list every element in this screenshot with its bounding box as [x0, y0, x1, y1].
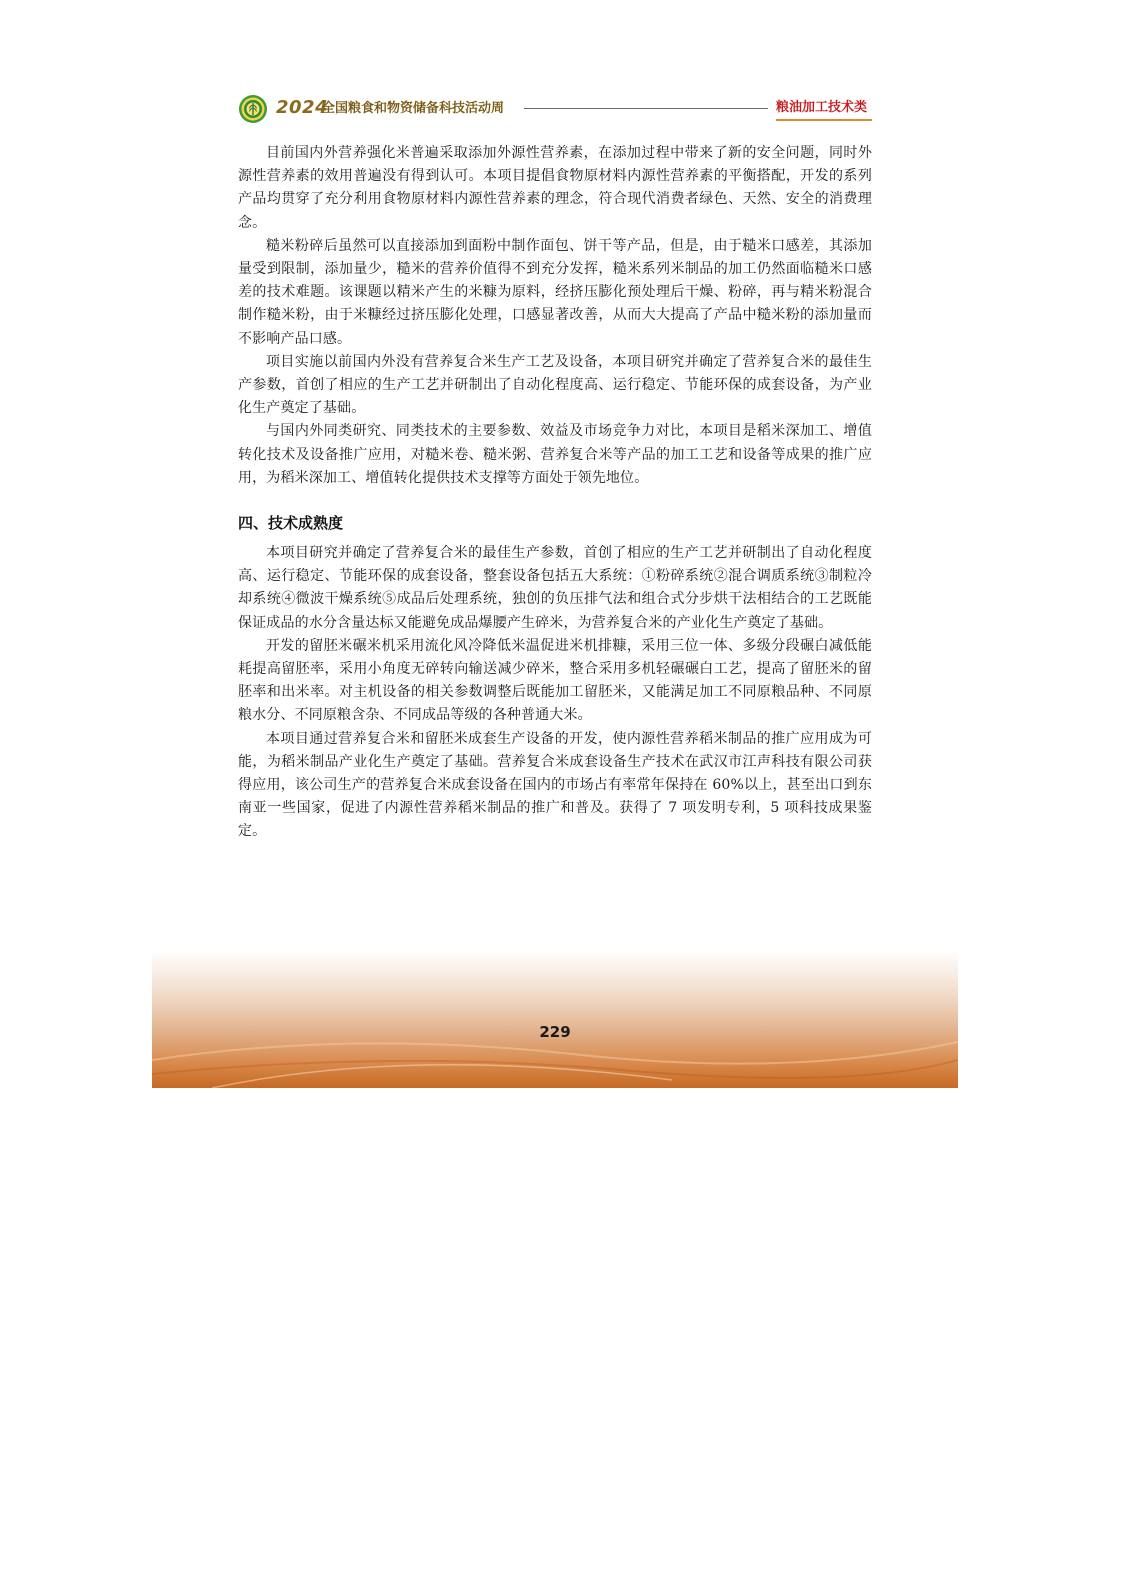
paragraph: 与国内外同类研究、同类技术的主要参数、效益及市场竞争力对比，本项目是稻米深加工、增值转化技术及设备推广应用，对糙米卷、糙米粥、营养复合米等产品的加工工艺和设备等成果的推广应用，为稻米深加工、增值转化提供技术支撑等方面处于领先地位。 — [238, 423, 872, 486]
paragraph: 目前国内外营养强化米普遍采取添加外源性营养素，在添加过程中带来了新的安全问题，同时外源性营养素的效用普遍没有得到认可。本项目提倡食物原材料内源性营养素的平衡搭配，开发的系列产品均贯穿了充分利用食物原材料内源性营养素的理念，符合现代消费者绿色、天然、安全的消费理念。 — [238, 145, 872, 231]
header-divider — [524, 108, 768, 109]
footer-band — [152, 950, 958, 1088]
body-text — [238, 142, 872, 844]
page-number: 229 — [539, 1023, 571, 1041]
grain-emblem-icon — [238, 94, 268, 124]
paragraph: 本项目研究并确定了营养复合米的最佳生产参数，首创了相应的生产工艺并研制出了自动化程度高、运行稳定、节能环保的成套设备，整套设备包括五大系统：①粉碎系统②混合调质系统③制粒冷却系统④微波干燥系统⑤成品后处理系统，独创的负压排气法和组合式分步烘干法相结合的工艺既能保证成品的水分含量达标又能避免成品爆腰产生碎米，为营养复合米的产业化生产奠定了基础。 — [238, 545, 872, 631]
section-heading: 四、技术成熟度 — [238, 514, 344, 533]
page-header — [238, 96, 874, 122]
header-title: 全国粮食和物资储备科技活动周 — [322, 101, 505, 116]
header-category-underline — [776, 119, 872, 121]
header-category: 粮油加工技术类 — [776, 100, 868, 115]
footer-decoration — [152, 950, 958, 1088]
paragraph: 项目实施以前国内外没有营养复合米生产工艺及设备，本项目研究并确定了营养复合米的最佳生产参数，首创了相应的生产工艺并研制出了自动化程度高、运行稳定、节能环保的成套设备，为产业化生产奠定了基础。 — [238, 353, 872, 417]
paragraph: 开发的留胚米碾米机采用流化风冷降低米温促进米机排糠，采用三位一体、多级分段碾白减低能耗提高留胚率，采用小角度无碎转向输送减少碎米，整合采用多机轻碾碾白工艺，提高了留胚米的留胚率和出米率。对主机设备的相关参数调整后既能加工留胚米，又能满足加工不同原粮品种、不同原粮水分、不同原粮含杂、不同成品等级的各种普通大米。 — [238, 637, 872, 724]
paragraph: 本项目通过营养复合米和留胚米成套生产设备的开发，使内源性营养稻米制品的推广应用成为可能，为稻米制品产业化生产奠定了基础。营养复合米成套设备生产技术在武汉市江声科技有限公司获得应用，该公司生产的营养复合米成套设备在国内的市场占有率常年保持在 60%以上，甚至出口到东南亚一些国家，促进了内源性营养稻米制品的推广和普及。获得了 7 项发明专利，5 项科技成果鉴定。 — [238, 730, 872, 840]
header-year: 2024 — [276, 97, 329, 118]
paragraph: 糙米粉碎后虽然可以直接添加到面粉中制作面包、饼干等产品，但是，由于糙米口感差，其添加量受到限制，添加量少，糙米的营养价值得不到充分发挥，糙米系列米制品的加工仍然面临糙米口感差的技术难题。该课题以精米产生的米糠为原料，经挤压膨化预处理后干燥、粉碎，再与精米粉混合制作糙米粉，由于米糠经过挤压膨化处理，口感显著改善，从而大大提高了产品中糙米粉的添加量而不影响产品口感。 — [238, 237, 872, 347]
